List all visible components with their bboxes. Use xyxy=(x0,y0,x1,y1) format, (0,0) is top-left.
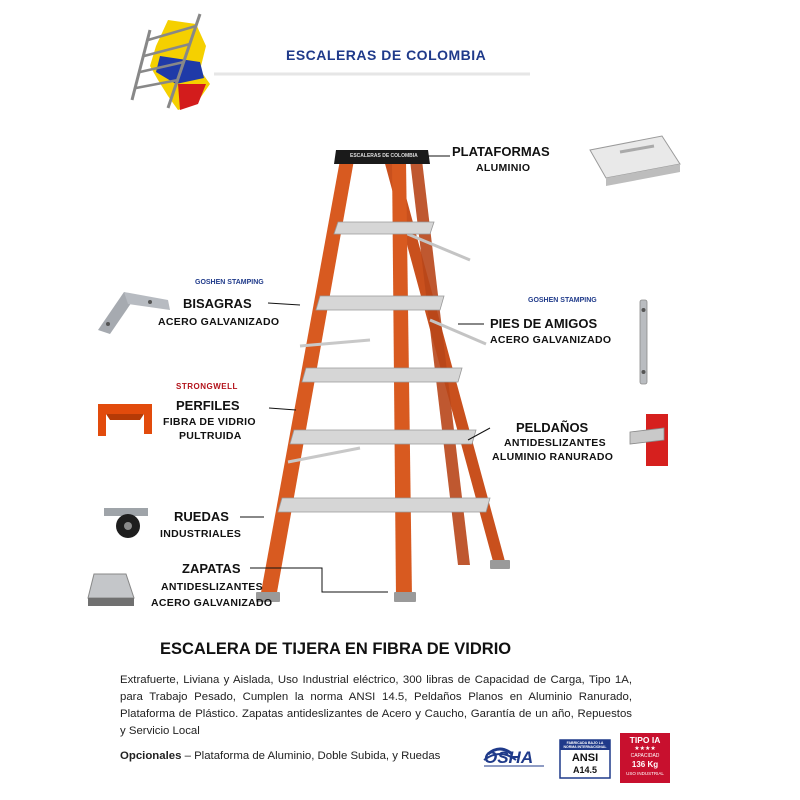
perfiles-sub1: FIBRA DE VIDRIO xyxy=(163,416,256,428)
peldanos-sub2: ALUMINIO RANURADO xyxy=(492,451,614,463)
ansi-text: ANSI xyxy=(571,752,599,764)
peldanos-sub1: ANTIDESLIZANTES xyxy=(504,437,606,449)
brace-image xyxy=(640,300,647,384)
pies-title: PIES DE AMIGOS xyxy=(490,316,598,331)
foot-image xyxy=(88,574,134,606)
optional-label: Opcionales xyxy=(120,750,182,762)
profile-image xyxy=(98,404,152,436)
tipo-stars: ★★★★ xyxy=(634,746,656,752)
perfiles-brand: STRONGWELL xyxy=(176,382,238,391)
pies-sub: ACERO GALVANIZADO xyxy=(490,334,612,346)
tipo-uso: USO INDUSTRIAL xyxy=(626,771,664,776)
optional-text: – Plataforma de Aluminio, Doble Subida, y Ruedas xyxy=(181,750,441,762)
zapatas-sub2: ACERO GALVANIZADO xyxy=(151,597,273,609)
peldanos-title: PELDAÑOS xyxy=(516,420,589,435)
perfiles-sub2: PULTRUIDA xyxy=(179,430,242,442)
step-image xyxy=(630,414,668,466)
tipo-text: TIPO IA xyxy=(629,735,661,745)
bisagras-sub: ACERO GALVANIZADO xyxy=(158,316,280,328)
plataformas-sub: ALUMINIO xyxy=(476,162,531,174)
platform-image xyxy=(590,136,680,186)
ladder-illustration xyxy=(256,150,510,602)
tipo-kg: 136 Kg xyxy=(631,760,659,769)
product-title: ESCALERA DE TIJERA EN FIBRA DE VIDRIO xyxy=(160,640,512,658)
ruedas-title: RUEDAS xyxy=(174,509,229,524)
ansi-num-text: A14.5 xyxy=(572,765,598,775)
wheel-image xyxy=(104,508,148,538)
tipo-capacidad: CAPACIDAD xyxy=(630,753,660,759)
ruedas-sub: INDUSTRIALES xyxy=(160,528,242,540)
bisagras-brand: GOSHEN STAMPING xyxy=(195,279,264,286)
zapatas-sub1: ANTIDESLIZANTES xyxy=(161,581,263,593)
zapatas-title: ZAPATAS xyxy=(182,561,241,576)
osha-text: OSHA xyxy=(484,748,534,767)
company-name: ESCALERAS DE COLOMBIA xyxy=(286,47,487,63)
ladder-top-label: ESCALERAS DE COLOMBIA xyxy=(350,153,418,159)
product-description: Extrafuerte, Liviana y Aislada, Uso Industrial eléctrico, 300 libras de Capacidad de Carga, Tipo 1A, para Trabajo Pesado, Cumplen la norma ANSI 14.5, Peldaños Planos en Aluminio Ranurado, Plataforma de Plástico. Zapatas antideslizantes de Acero y Caucho, Garantía de un año, Repuestos y Servicio Local xyxy=(120,674,632,737)
perfiles-title: PERFILES xyxy=(176,398,240,413)
ansi-top-text: FABRICADA BAJO LA NORMA INTERNACIONAL xyxy=(563,741,607,749)
optional-line xyxy=(120,750,440,762)
bisagras-title: BISAGRAS xyxy=(183,296,252,311)
company-logo xyxy=(132,14,210,110)
pies-brand: GOSHEN STAMPING xyxy=(528,297,597,304)
plataformas-title: PLATAFORMAS xyxy=(452,144,550,159)
